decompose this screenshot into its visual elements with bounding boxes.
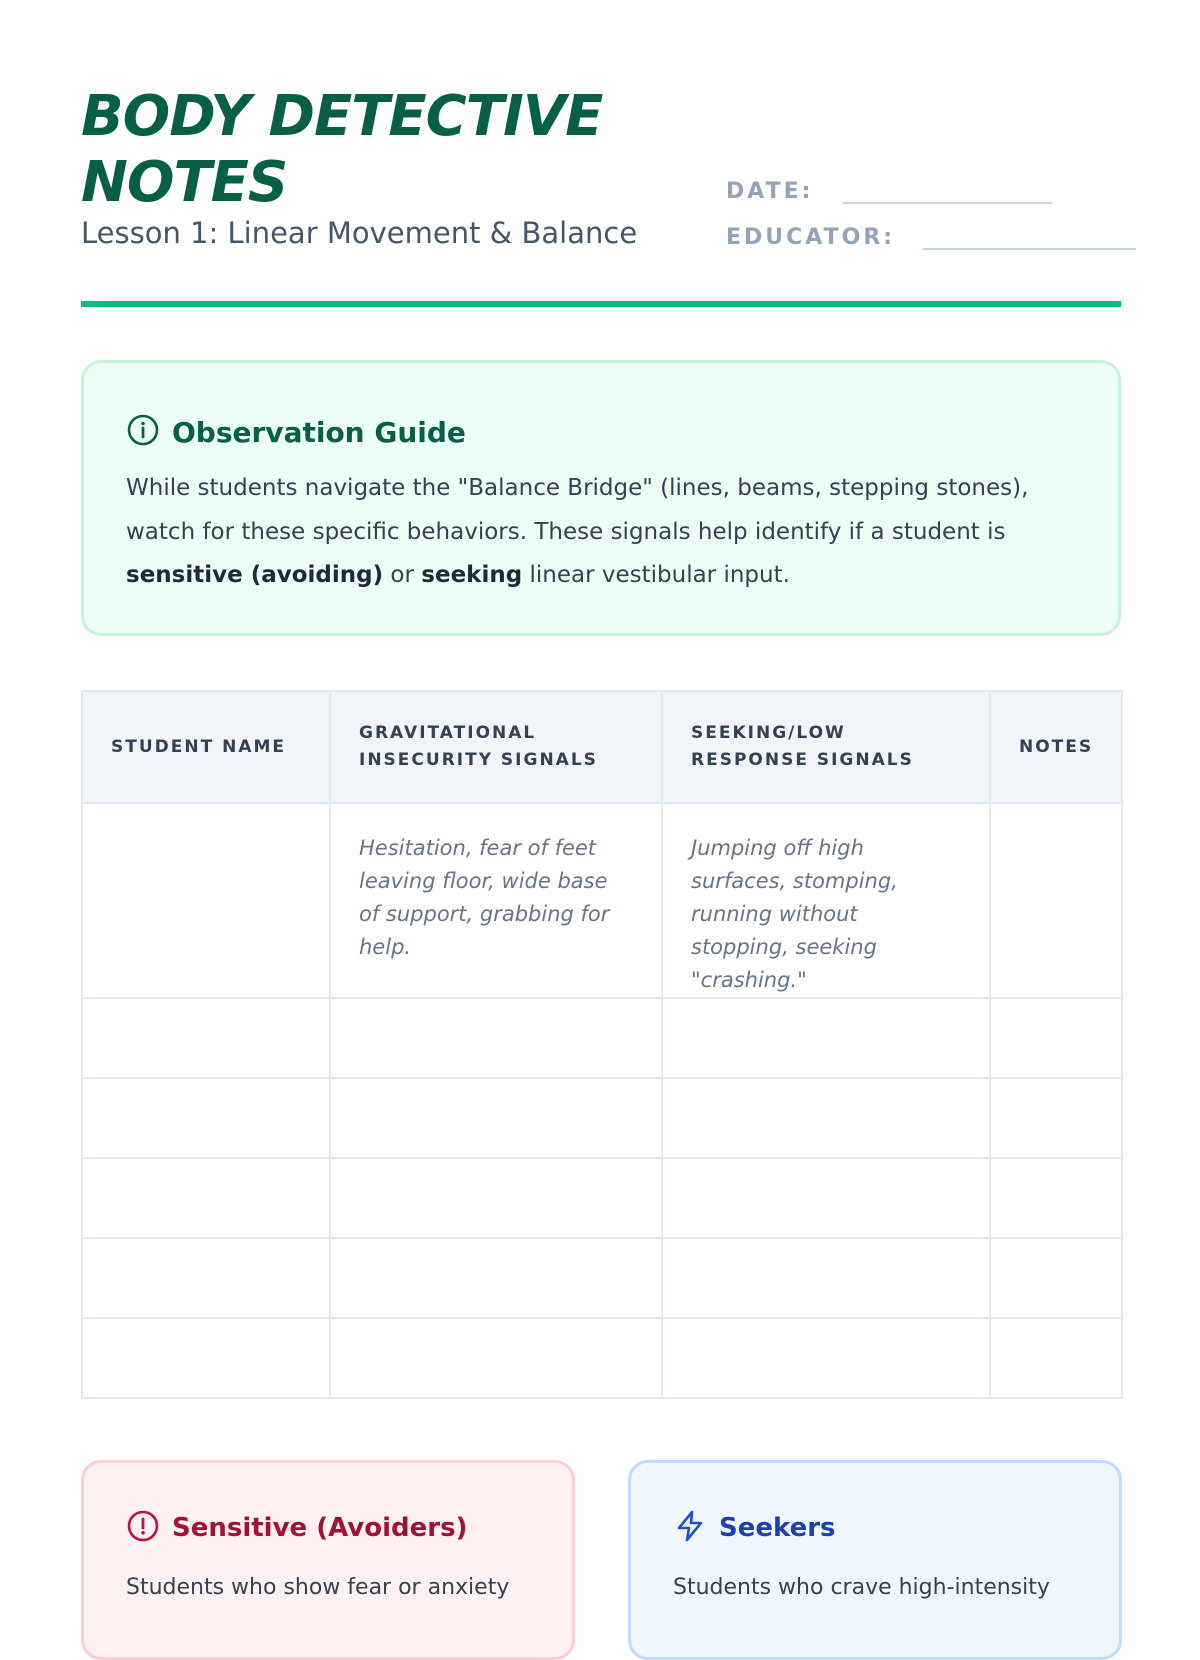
header-seeking: SEEKING/LOW RESPONSE SIGNALS — [662, 691, 990, 803]
header-divider — [81, 301, 1121, 307]
date-line[interactable] — [843, 176, 1052, 204]
table-row — [82, 998, 1122, 1078]
header-gravitational: GRAVITATIONAL INSECURITY SIGNALS — [330, 691, 662, 803]
table-row — [82, 1238, 1122, 1318]
seeking-cell[interactable] — [662, 1238, 990, 1318]
alert-circle-icon — [126, 1509, 172, 1547]
educator-field[interactable] — [726, 222, 1136, 250]
guide-text-part-1: While students navigate the "Balance Bridge" (lines, beams, stepping stones), watch for these specific behaviors. These signals help identify if a student is — [126, 475, 1029, 545]
sensitive-card — [81, 1460, 575, 1660]
table-row — [82, 1078, 1122, 1158]
notes-cell[interactable] — [990, 1238, 1122, 1318]
student-name-cell[interactable] — [82, 803, 330, 998]
sensitive-card-title: Sensitive (Avoiders) — [172, 1513, 468, 1543]
table-row — [82, 1158, 1122, 1238]
student-name-cell[interactable] — [82, 1238, 330, 1318]
lesson-subtitle: Lesson 1: Linear Movement & Balance — [81, 216, 638, 250]
student-name-cell[interactable] — [82, 1078, 330, 1158]
guide-text-part-3: linear vestibular input. — [522, 562, 790, 588]
guide-text-part-2: or — [383, 562, 422, 588]
title-line-2: NOTES — [81, 150, 288, 215]
observation-guide — [81, 360, 1121, 636]
educator-line[interactable] — [923, 222, 1136, 250]
seeking-cell[interactable] — [662, 1078, 990, 1158]
gravitational-cell[interactable] — [330, 1318, 662, 1398]
date-field[interactable] — [726, 176, 1052, 204]
table-header-row — [82, 691, 1122, 803]
notes-cell[interactable] — [990, 1318, 1122, 1398]
seekers-card-text: Students who crave high-intensity — [673, 1575, 1050, 1600]
table-row — [82, 803, 1122, 998]
gravitational-cell[interactable] — [330, 998, 662, 1078]
gravitational-cell[interactable] — [330, 1078, 662, 1158]
student-name-cell[interactable] — [82, 1158, 330, 1238]
lightning-icon — [673, 1509, 719, 1547]
guide-text — [126, 467, 1086, 598]
seeking-example: Jumping off high surfaces, stomping, running without stopping, seeking "crashing." — [691, 836, 898, 992]
seeking-cell[interactable] — [662, 803, 990, 998]
seeking-cell[interactable] — [662, 1318, 990, 1398]
guide-bold-sensitive: sensitive (avoiding) — [126, 562, 384, 588]
notes-cell[interactable] — [990, 1158, 1122, 1238]
student-name-cell[interactable] — [82, 1318, 330, 1398]
sensitive-card-header — [126, 1509, 467, 1547]
info-icon — [126, 413, 172, 451]
gravitational-cell[interactable] — [330, 1158, 662, 1238]
seekers-card-header — [673, 1509, 836, 1547]
gravitational-cell[interactable] — [330, 1238, 662, 1318]
gravitational-cell[interactable] — [330, 803, 662, 998]
seekers-card-title: Seekers — [719, 1513, 836, 1543]
seeking-cell[interactable] — [662, 998, 990, 1078]
sensitive-card-text: Students who show fear or anxiety — [126, 1575, 510, 1600]
student-name-cell[interactable] — [82, 998, 330, 1078]
notes-cell[interactable] — [990, 803, 1122, 998]
header-student-name: STUDENT NAME — [82, 691, 330, 803]
notes-cell[interactable] — [990, 1078, 1122, 1158]
notes-cell[interactable] — [990, 998, 1122, 1078]
guide-bold-seeking: seeking — [421, 562, 523, 588]
title-line-1: BODY DETECTIVE — [81, 84, 603, 149]
observation-table — [81, 690, 1123, 1399]
date-label: DATE: — [726, 179, 814, 204]
educator-label: EDUCATOR: — [726, 225, 896, 250]
worksheet-title — [81, 84, 602, 216]
table-row — [82, 1318, 1122, 1398]
guide-title: Observation Guide — [172, 415, 466, 449]
header-notes: NOTES — [990, 691, 1122, 803]
gravitational-example: Hesitation, fear of feet leaving floor, wide base of support, grabbing for help. — [359, 836, 610, 959]
seekers-card — [628, 1460, 1122, 1660]
seeking-cell[interactable] — [662, 1158, 990, 1238]
guide-header — [126, 413, 466, 451]
